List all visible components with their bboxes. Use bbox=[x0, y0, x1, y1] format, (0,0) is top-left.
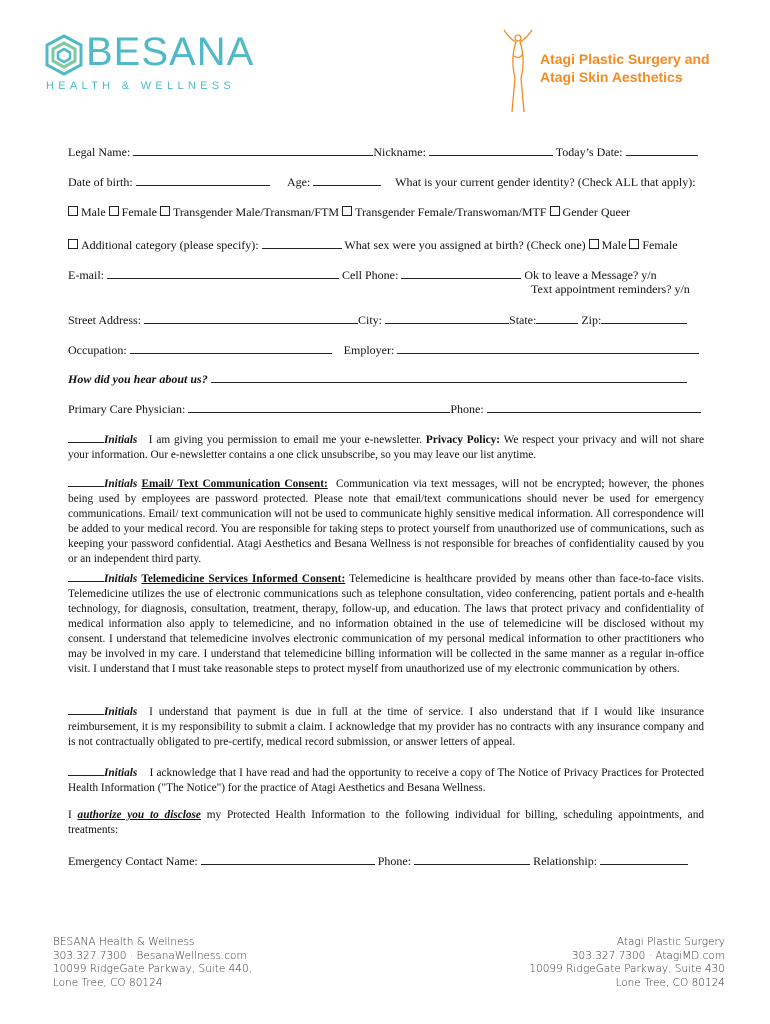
emergency-phone-label: Phone: bbox=[377, 854, 412, 868]
atagi-line1: Atagi Plastic Surgery and bbox=[540, 51, 710, 67]
initials-label: Initials bbox=[104, 478, 138, 490]
besana-hexagon-icon bbox=[44, 34, 84, 76]
hear-about-field[interactable] bbox=[211, 371, 687, 383]
additional-category-field[interactable] bbox=[262, 237, 342, 249]
nickname-label: Nickname: bbox=[373, 145, 426, 159]
emergency-relationship-label: Relationship: bbox=[533, 854, 598, 868]
gender-female-checkbox[interactable] bbox=[109, 206, 119, 216]
email-consent-title: Email/ Text Communication Consent: bbox=[141, 478, 328, 490]
email-label: E-mail: bbox=[68, 268, 104, 282]
atagi-figure-icon bbox=[498, 26, 538, 114]
footer-atagi-name: Atagi Plastic Surgery bbox=[616, 936, 725, 948]
privacy-policy-text: We respect your privacy and will not share your information. Our e-newsletter contains a one click unsubscribe, so you may leave our list anytime. bbox=[68, 434, 704, 461]
initials-label: Initials bbox=[104, 767, 138, 779]
gender-male-label: Male bbox=[81, 205, 106, 219]
street-field[interactable] bbox=[144, 312, 358, 324]
footer-atagi-address1: 10099 RidgeGate Parkway, Suite 430 bbox=[529, 963, 725, 975]
footer-atagi-address2: Lone Tree, CO 80124 bbox=[615, 976, 725, 989]
emergency-relationship-field[interactable] bbox=[600, 853, 688, 865]
pcp-field[interactable] bbox=[188, 401, 450, 413]
footer-atagi bbox=[529, 936, 725, 990]
legal-name-label: Legal Name: bbox=[68, 145, 131, 159]
pcp-phone-label: Phone: bbox=[450, 402, 484, 416]
zip-field[interactable] bbox=[601, 312, 687, 324]
todays-date-label: Today’s Date: bbox=[555, 145, 623, 159]
email-consent-initials-field[interactable] bbox=[68, 475, 104, 487]
dob-label: Date of birth: bbox=[68, 175, 133, 189]
gender-transmale-checkbox[interactable] bbox=[160, 206, 170, 216]
email-field[interactable] bbox=[107, 267, 339, 279]
nickname-field[interactable] bbox=[429, 144, 553, 156]
state-field[interactable] bbox=[536, 312, 578, 324]
row-pcp bbox=[68, 401, 710, 417]
employer-label: Employer: bbox=[343, 343, 395, 357]
privacy-notice-text: I acknowledge that I have read and had the opportunity to receive a copy of The Notice of Privacy Practices for Protected Health Information ("The Notice") for the practice of Atagi Aesthetics and Besana Wellness. bbox=[68, 767, 705, 794]
gender-question: What is your current gender identity? (Check ALL that apply): bbox=[395, 175, 696, 189]
sex-male-label: Male bbox=[601, 238, 627, 252]
telemedicine-initials-field[interactable] bbox=[68, 570, 104, 582]
ok-message-label: Ok to leave a Message? y/n bbox=[524, 268, 657, 282]
footer-besana-address2: Lone Tree, CO 80124 bbox=[53, 976, 163, 989]
besana-logo bbox=[44, 30, 255, 94]
occupation-field[interactable] bbox=[130, 342, 332, 354]
newsletter-text: I am giving you permission to email me your e-newsletter. bbox=[148, 434, 423, 446]
emergency-name-label: Emergency Contact Name: bbox=[68, 854, 198, 868]
todays-date-field[interactable] bbox=[626, 144, 698, 156]
footer-atagi-contact: 303.327.7300 · AtagiMD.com bbox=[571, 949, 725, 962]
payment-initials-field[interactable] bbox=[68, 703, 104, 715]
section-newsletter bbox=[68, 431, 704, 463]
section-authorize bbox=[68, 808, 704, 838]
section-email-consent bbox=[68, 475, 704, 567]
dob-field[interactable] bbox=[136, 174, 270, 186]
gender-transfemale-label: Transgender Female/Transwoman/MTF bbox=[355, 205, 547, 219]
sex-female-checkbox[interactable] bbox=[629, 239, 639, 249]
authorize-pre: I bbox=[68, 809, 72, 821]
text-reminders-label: Text appointment reminders? y/n bbox=[531, 282, 690, 296]
age-field[interactable] bbox=[313, 174, 381, 186]
emergency-name-field[interactable] bbox=[201, 853, 375, 865]
atagi-logo bbox=[498, 26, 738, 116]
authorize-text: my Protected Health Information to the following individual for billing, scheduling appointments, and treatments: bbox=[68, 809, 704, 836]
section-telemedicine bbox=[68, 570, 704, 677]
gender-queer-checkbox[interactable] bbox=[550, 206, 560, 216]
zip-label: Zip: bbox=[581, 313, 602, 327]
footer-besana bbox=[53, 936, 252, 990]
privacy-notice-initials-field[interactable] bbox=[68, 764, 104, 776]
row-gender-options bbox=[68, 205, 710, 220]
row-email bbox=[68, 267, 710, 283]
newsletter-initials-field[interactable] bbox=[68, 431, 104, 443]
additional-category-checkbox[interactable] bbox=[68, 239, 78, 249]
pcp-label: Primary Care Physician: bbox=[68, 402, 186, 416]
privacy-policy-label: Privacy Policy: bbox=[425, 434, 501, 446]
section-payment bbox=[68, 703, 704, 750]
legal-name-field[interactable] bbox=[133, 144, 373, 156]
footer-besana-address1: 10099 RidgeGate Parkway, Suite 440, bbox=[53, 963, 252, 975]
telemedicine-text: Telemedicine is healthcare provided by means other than face-to-face visits. Telemedicine utilizes the use of electronic communications such as telephone consultation, video conferencing, patient portals and e-health technology, for diagnosis, consultation, treatment, therapy, follow-up, and education. The laws that protect privacy and confidentiality of medical information also apply to telemedicine, and no information obtained in the use of telemedicine will be disclosed without my consent. I understand that telemedicine involves electronic communication of my personal medical information to other practitioners who may be involved in my care. I understand that telemedicine billing information will be collected in the same manner as a regular in-office visit. I understand that I must take reasonable steps to protect myself from unauthorized use of my electronic communication by others. bbox=[68, 573, 705, 675]
age-label: Age: bbox=[287, 175, 311, 189]
atagi-line2: Atagi Skin Aesthetics bbox=[540, 69, 683, 85]
employer-field[interactable] bbox=[397, 342, 699, 354]
gender-transmale-label: Transgender Male/Transman/FTM bbox=[172, 205, 340, 219]
occupation-label: Occupation: bbox=[68, 343, 127, 357]
authorize-label: authorize you to disclose bbox=[77, 809, 201, 821]
footer-besana-name: BESANA Health & Wellness bbox=[53, 936, 195, 948]
cell-phone-label: Cell Phone: bbox=[342, 268, 399, 282]
row-dob bbox=[68, 174, 710, 190]
gender-queer-label: Gender Queer bbox=[562, 205, 631, 219]
gender-male-checkbox[interactable] bbox=[68, 206, 78, 216]
sex-question: What sex were you assigned at birth? (Check one) bbox=[344, 238, 586, 252]
gender-transfemale-checkbox[interactable] bbox=[342, 206, 352, 216]
cell-phone-field[interactable] bbox=[401, 267, 521, 279]
emergency-phone-field[interactable] bbox=[414, 853, 530, 865]
initials-label: Initials bbox=[104, 573, 138, 585]
payment-text: I understand that payment is due in full at the time of service. I also understand that if I would like insurance reimbursement, it is my responsibility to submit a claim. I acknowledge that my provider has no contracts with any insurance company and is not contractually obligated to pre-certify, medical record submission, or answer letters of appeal. bbox=[68, 706, 704, 748]
telemedicine-title: Telemedicine Services Informed Consent: bbox=[141, 573, 346, 585]
row-emergency bbox=[68, 853, 710, 869]
row-additional bbox=[68, 237, 710, 253]
sex-male-checkbox[interactable] bbox=[589, 239, 599, 249]
besana-name: BESANA bbox=[86, 30, 255, 74]
row-occupation bbox=[68, 342, 710, 358]
initials-label: Initials bbox=[104, 434, 138, 446]
row-hear bbox=[68, 371, 710, 387]
city-label: City: bbox=[358, 313, 383, 327]
hear-about-label: How did you hear about us? bbox=[68, 372, 208, 386]
initials-label: Initials bbox=[104, 706, 138, 718]
street-label: Street Address: bbox=[68, 313, 141, 327]
footer-besana-contact: 303.327.7300 · BesanaWellness.com bbox=[53, 949, 247, 962]
section-privacy-notice bbox=[68, 764, 704, 796]
besana-tagline: HEALTH & WELLNESS bbox=[46, 80, 236, 92]
pcp-phone-field[interactable] bbox=[487, 401, 701, 413]
additional-category-label: Additional category (please specify): bbox=[81, 238, 259, 252]
city-field[interactable] bbox=[385, 312, 509, 324]
sex-female-label: Female bbox=[642, 238, 678, 252]
gender-female-label: Female bbox=[121, 205, 157, 219]
row-street bbox=[68, 312, 710, 328]
row-legal-name bbox=[68, 144, 710, 160]
state-label: State: bbox=[509, 313, 537, 327]
email-consent-text: Communication via text messages, will not be encrypted; however, the phones being used by employees are password protected. Please note that email/text communications should never be used for emergency communications. Email/ text communication will not be used to communicate highly sensitive medical information. All correspondence will be added to your medical record. You are responsible for taking steps to protect yourself from unauthorized use of communications, such as keeping your password confidential. Atagi Aesthetics and Besana Wellness is not responsible for breaches of confidentiality caused by you or an independent third party. bbox=[68, 478, 704, 565]
